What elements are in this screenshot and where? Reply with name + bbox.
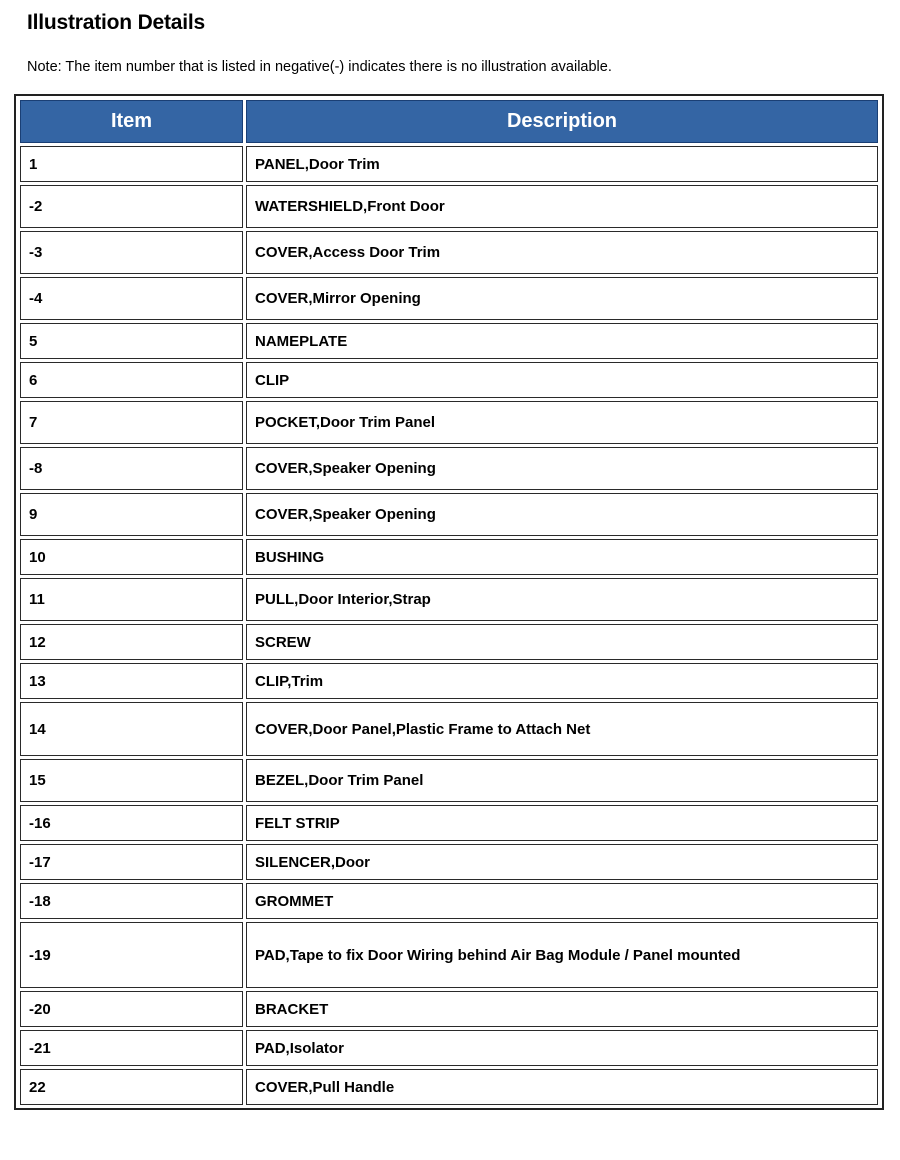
column-header-description: Description [246, 100, 878, 143]
item-number-cell: -20 [20, 991, 243, 1027]
item-number-cell: -16 [20, 805, 243, 841]
description-cell: WATERSHIELD,Front Door [246, 185, 878, 228]
description-cell: BRACKET [246, 991, 878, 1027]
item-number-cell: 13 [20, 663, 243, 699]
table-row [20, 702, 878, 756]
description-cell: BEZEL,Door Trim Panel [246, 759, 878, 802]
column-header-item: Item [20, 100, 243, 143]
table-row [20, 1030, 878, 1066]
item-number-cell: 15 [20, 759, 243, 802]
description-cell: POCKET,Door Trim Panel [246, 401, 878, 444]
item-number-cell: 6 [20, 362, 243, 398]
table-row [20, 883, 878, 919]
item-number-cell: 7 [20, 401, 243, 444]
description-cell: CLIP [246, 362, 878, 398]
description-cell: COVER,Pull Handle [246, 1069, 878, 1105]
item-number-cell: -19 [20, 922, 243, 988]
illustration-table-frame [14, 94, 884, 1110]
note-text: Note: The item number that is listed in negative(-) indicates there is no illustration available. [27, 59, 612, 75]
description-cell: COVER,Mirror Opening [246, 277, 878, 320]
table-row [20, 146, 878, 182]
table-row [20, 759, 878, 802]
description-cell: COVER,Access Door Trim [246, 231, 878, 274]
item-number-cell: 10 [20, 539, 243, 575]
item-number-cell: -4 [20, 277, 243, 320]
item-number-cell: 1 [20, 146, 243, 182]
table-row [20, 844, 878, 880]
illustration-table [17, 97, 881, 1108]
page-title: Illustration Details [27, 11, 206, 34]
description-cell: GROMMET [246, 883, 878, 919]
table-row [20, 493, 878, 536]
table-row [20, 539, 878, 575]
table-row [20, 578, 878, 621]
description-cell: PAD,Isolator [246, 1030, 878, 1066]
item-number-cell: -8 [20, 447, 243, 490]
item-number-cell: -21 [20, 1030, 243, 1066]
description-cell: COVER,Speaker Opening [246, 493, 878, 536]
description-cell: COVER,Speaker Opening [246, 447, 878, 490]
table-row [20, 663, 878, 699]
item-number-cell: -18 [20, 883, 243, 919]
table-row [20, 922, 878, 988]
table-row [20, 362, 878, 398]
table-row [20, 805, 878, 841]
item-number-cell: -2 [20, 185, 243, 228]
description-cell: SILENCER,Door [246, 844, 878, 880]
table-row [20, 185, 878, 228]
item-number-cell: 9 [20, 493, 243, 536]
description-cell: CLIP,Trim [246, 663, 878, 699]
table-row [20, 991, 878, 1027]
item-number-cell: -17 [20, 844, 243, 880]
table-header-row [20, 100, 878, 143]
item-number-cell: 14 [20, 702, 243, 756]
item-number-cell: 22 [20, 1069, 243, 1105]
table-row [20, 231, 878, 274]
table-row [20, 277, 878, 320]
description-cell: PULL,Door Interior,Strap [246, 578, 878, 621]
description-cell: NAMEPLATE [246, 323, 878, 359]
description-cell: SCREW [246, 624, 878, 660]
description-cell: PANEL,Door Trim [246, 146, 878, 182]
table-row [20, 1069, 878, 1105]
item-number-cell: 11 [20, 578, 243, 621]
table-row [20, 401, 878, 444]
table-row [20, 624, 878, 660]
description-cell: BUSHING [246, 539, 878, 575]
item-number-cell: 5 [20, 323, 243, 359]
item-number-cell: 12 [20, 624, 243, 660]
description-cell: PAD,Tape to fix Door Wiring behind Air Bag Module / Panel mounted [246, 922, 878, 988]
table-row [20, 447, 878, 490]
item-number-cell: -3 [20, 231, 243, 274]
description-cell: FELT STRIP [246, 805, 878, 841]
description-cell: COVER,Door Panel,Plastic Frame to Attach Net [246, 702, 878, 756]
table-row [20, 323, 878, 359]
